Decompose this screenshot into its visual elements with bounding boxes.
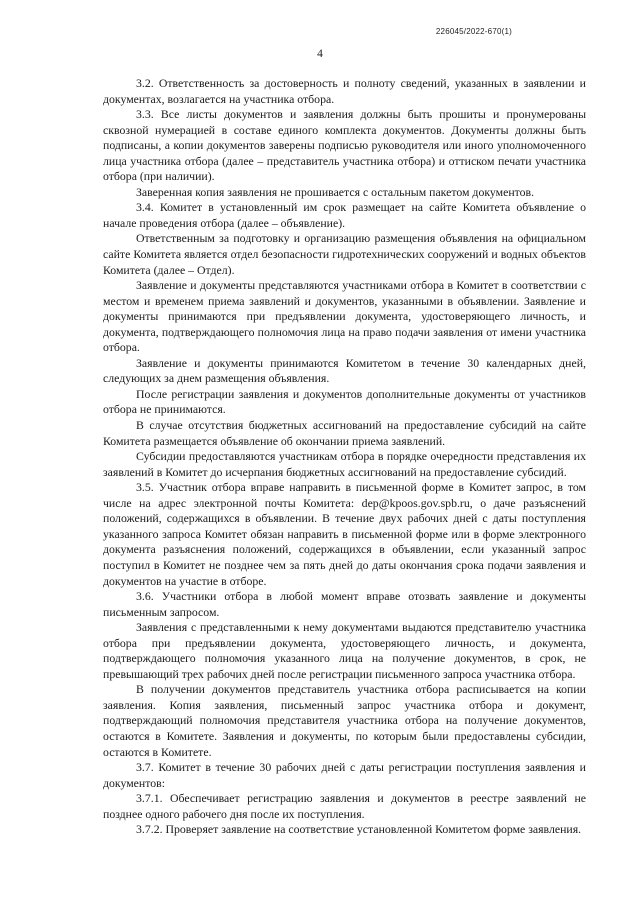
paragraph-3-3: 3.3. Все листы документов и заявления должны быть прошиты и пронумерованы сквозной нумерацией в составе единого комплекта документов. Документы должны быть подписаны, а копии документов заверены подписью руководителя или иного уполномоченного лица участника отбора (далее – представитель участника отбора) и оттиском печати участника отбора (при наличии).: [103, 107, 586, 184]
document-body: [103, 76, 586, 838]
paragraph-no-additional-docs: После регистрации заявления и документов дополнительные документы от участников отбора не принимаются.: [103, 386, 586, 417]
paragraph-subsidy-order: Субсидии предоставляются участникам отбора в порядке очередности представления их заявлений в Комитет до исчерпания бюджетных ассигнований на предоставление субсидий.: [103, 449, 586, 479]
paragraph-3-7-2: 3.7.2. Проверяет заявление на соответствие установленной Комитетом форме заявления.: [136, 822, 582, 837]
paragraph-3-7-1: 3.7.1. Обеспечивает регистрацию заявления и документов в реестре заявлений не позднее одного рабочего дня после их поступления.: [103, 791, 586, 821]
paragraph-3-5: 3.5. Участник отбора вправе направить в письменной форме в Комитет запрос, в том числе на адрес электронной почты Комитета: dep@kpoos.gov.spb.ru, о даче разъяснений положений, содержащихся в объявлении. В течение двух рабочих дней с даты поступления указанного запроса Комитет обязан направить в письменной форме или в форме электронного документа разъяснения положений, содержащихся в объявлении, если указанный запрос поступил в Комитет не позднее чем за пять дней до даты окончания срока подачи заявления и документов на участие в отборе.: [103, 480, 586, 588]
paragraph-responsible-department: Ответственным за подготовку и организацию размещения объявления на официальном сайте Комитета является отдел безопасности гидротехнических сооружений и водных объектов Комитета (далее – Отдел).: [103, 231, 586, 277]
paragraph-no-budget: В случае отсутствия бюджетных ассигнований на предоставление субсидий на сайте Комитета размещается объявление об окончании приема заявлений.: [103, 418, 586, 448]
paragraph-return-documents: Заявления с представленными к нему документами выдаются представителю участника отбора при предъявлении документа, удостоверяющего личность, и документа, подтверждающего полномочия указанного лица на получение документов, в срок, не превышающий трех рабочих дней после регистрации письменного запроса участника отбора.: [103, 620, 586, 681]
paragraph-3-6: 3.6. Участники отбора в любой момент вправе отозвать заявление и документы письменным запросом.: [103, 589, 586, 619]
paragraph-receipt-signature: В получении документов представитель участника отбора расписывается на копии заявления. Копия заявления, письменный запрос участника отбора и документ, подтверждающий полномочия представителя участника отбора на получение документов, остаются в Комитете. Заявления и документы, по которым были предоставлены субсидии, остаются в Комитете.: [103, 682, 586, 759]
paragraph-certified-copy: Заверенная копия заявления не прошивается с остальным пакетом документов.: [136, 184, 535, 199]
page-number: 4: [317, 48, 323, 60]
paragraph-3-2: 3.2. Ответственность за достоверность и полноту сведений, указанных в заявлении и документах, возлагается на участника отбора.: [103, 76, 586, 106]
paragraph-submission-place: Заявление и документы представляются участниками отбора в Комитет в соответствии с местом и временем приема заявлений и документов, указанными в объявлении. Заявление и документы принимаются при предъявлении документа, удостоверяющего личность, и документа, подтверждающего полномочия лица на право подачи заявления от имени участника отбора.: [103, 278, 586, 355]
paragraph-3-7: 3.7. Комитет в течение 30 рабочих дней с даты регистрации поступления заявления и документов:: [103, 760, 586, 790]
document-reference-number: 226045/2022-670(1): [435, 27, 512, 36]
paragraph-3-4: 3.4. Комитет в установленный им срок размещает на сайте Комитета объявление о начале проведения отбора (далее – объявление).: [103, 200, 586, 230]
paragraph-submission-period: Заявление и документы принимаются Комитетом в течение 30 календарных дней, следующих за днем размещения объявления.: [103, 355, 586, 386]
